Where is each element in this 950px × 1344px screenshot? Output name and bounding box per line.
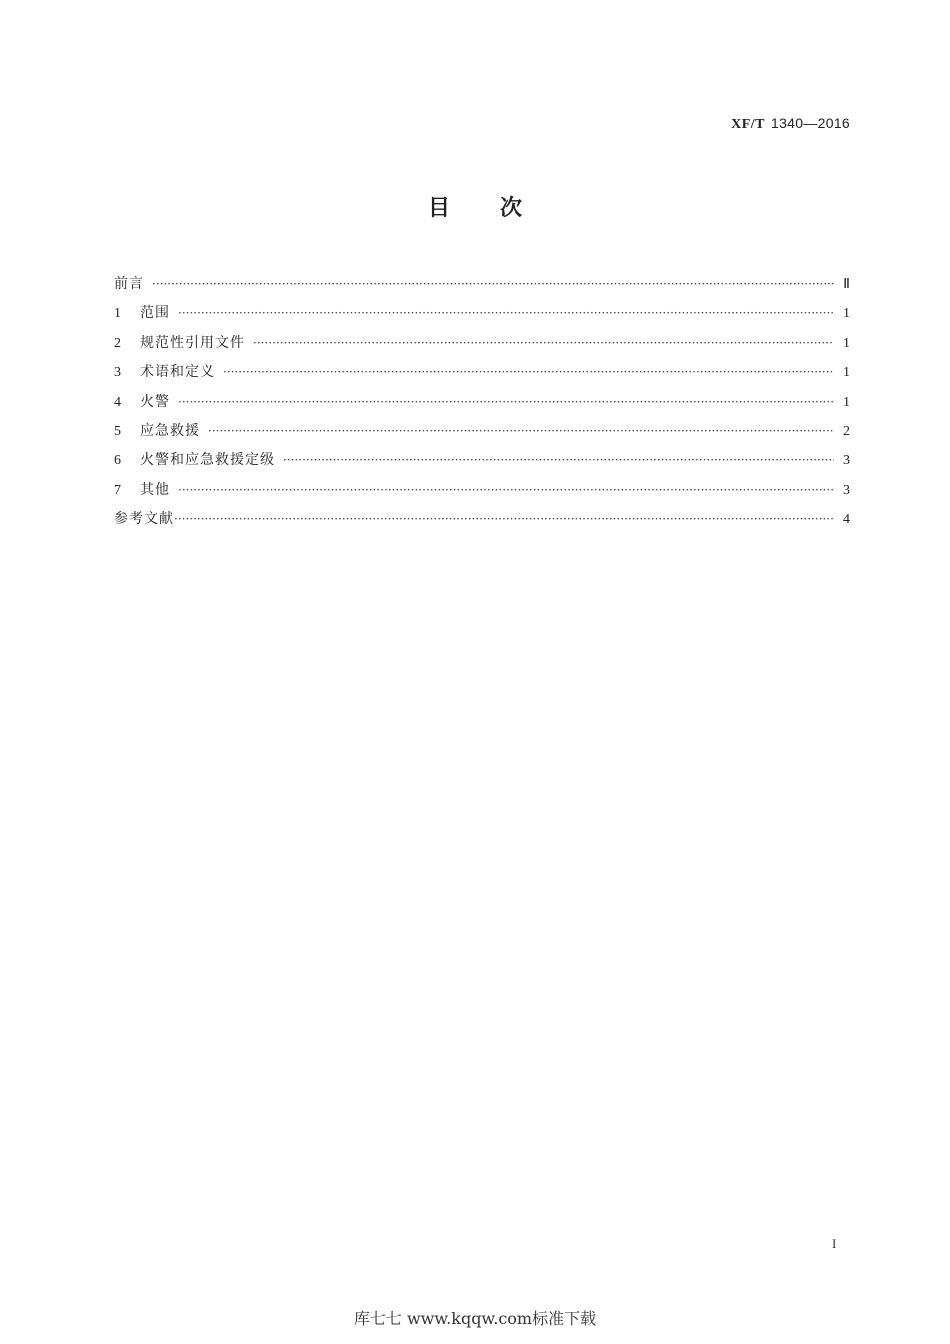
toc-entry-label: 规范性引用文件 (140, 334, 245, 351)
toc-entry-emergency-rescue[interactable] (114, 417, 850, 446)
toc-entry-label: 前言 (114, 276, 144, 292)
dot-leader (283, 446, 834, 475)
toc-entry-label: 火警 (140, 393, 170, 410)
toc-entry-number: 4 (114, 394, 121, 410)
toc-entry-label: 应急救援 (140, 422, 200, 439)
toc-entry-fire-alarm[interactable] (114, 388, 850, 417)
standard-code (731, 113, 850, 135)
watermark: 库七七 www.kqqw.com标准下载 (353, 1309, 597, 1328)
toc-entry-label: 范围 (140, 305, 170, 322)
toc-entry-number: 2 (114, 335, 121, 351)
dot-leader (178, 299, 834, 328)
page-number: I (832, 1236, 837, 1251)
dot-leader (223, 358, 834, 387)
toc-entry-number: 7 (114, 482, 121, 498)
dot-leader (152, 270, 834, 299)
toc-entry-page: 1 (843, 394, 850, 410)
dot-leader (178, 388, 834, 417)
standard-prefix: XF/T (731, 117, 765, 132)
toc-entry-foreword[interactable] (114, 270, 850, 299)
toc-entry-number: 3 (114, 365, 121, 381)
table-of-contents (114, 270, 850, 535)
toc-entry-label: 其他 (140, 481, 170, 498)
toc-entry-page: 3 (843, 453, 850, 469)
toc-entry-scope[interactable] (114, 299, 850, 328)
toc-entry-page: 1 (843, 306, 850, 322)
toc-entry-page: Ⅱ (843, 277, 850, 292)
toc-entry-page: 2 (843, 423, 850, 439)
dot-leader (178, 476, 834, 505)
dot-leader (208, 417, 834, 446)
toc-entry-bibliography[interactable] (114, 505, 850, 534)
toc-entry-page: 1 (843, 335, 850, 351)
page-title: 目次 (427, 196, 572, 221)
toc-entry-normative-references[interactable] (114, 329, 850, 358)
toc-entry-other[interactable] (114, 476, 850, 505)
toc-entry-number: 6 (114, 453, 121, 469)
toc-entry-number: 5 (114, 423, 121, 439)
dot-leader (253, 329, 834, 358)
toc-entry-page: 4 (843, 512, 850, 528)
standard-number: 1340—2016 (771, 115, 850, 131)
toc-entry-grading[interactable] (114, 446, 850, 475)
dot-leader (174, 505, 834, 534)
toc-entry-number: 1 (114, 306, 121, 322)
toc-entry-page: 3 (843, 482, 850, 498)
toc-entry-terms-definitions[interactable] (114, 358, 850, 387)
toc-entry-page: 1 (843, 365, 850, 381)
toc-entry-label: 术语和定义 (140, 364, 215, 381)
toc-entry-label: 火警和应急救援定级 (140, 452, 275, 469)
toc-entry-label: 参考文献 (114, 511, 174, 528)
